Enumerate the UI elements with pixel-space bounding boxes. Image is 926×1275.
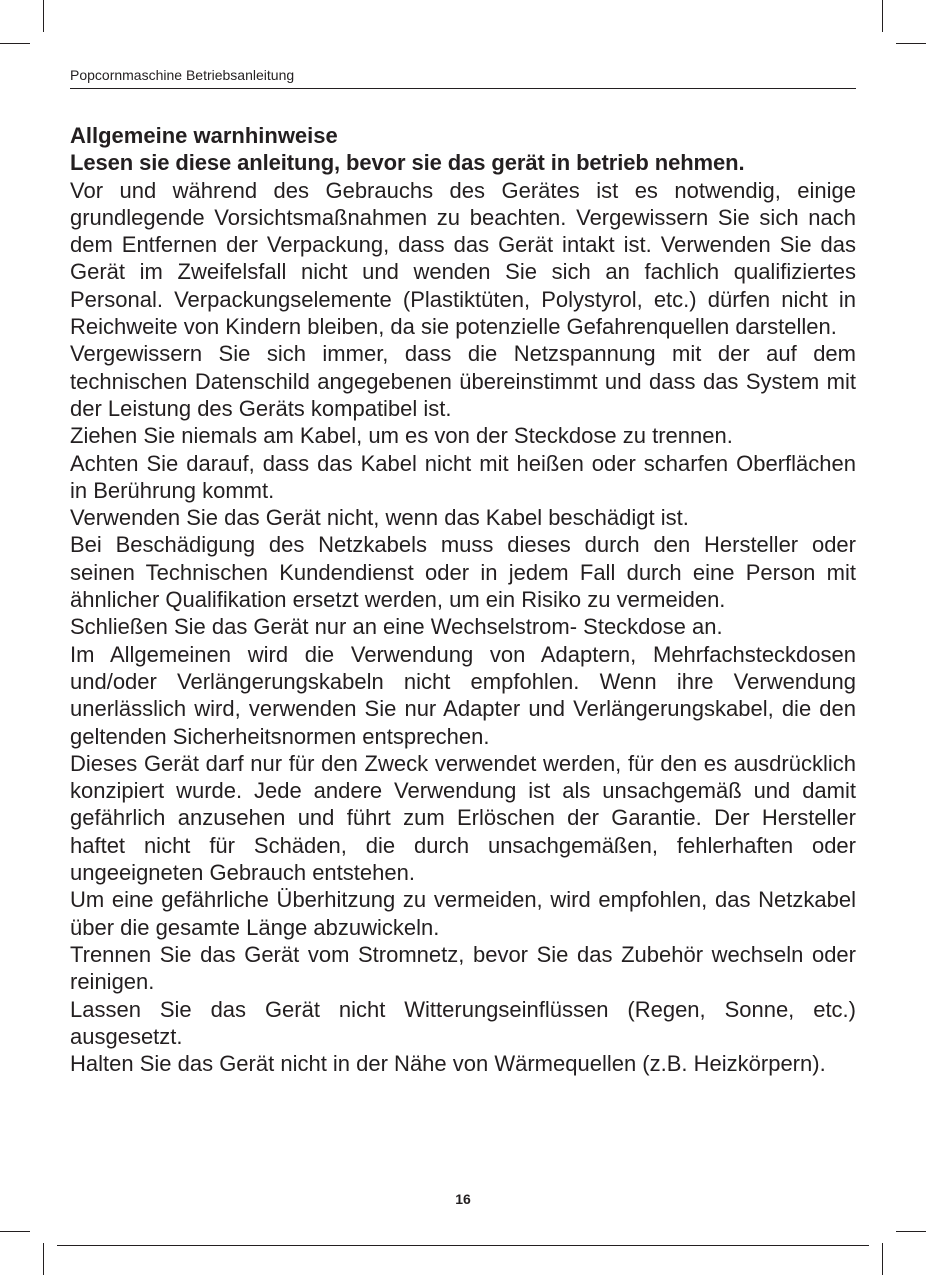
paragraph: Dieses Gerät darf nur für den Zweck verwendet werden, für den es ausdrücklich konzipiert wurde. Jede andere Verwendung ist als unsachgemäß und damit gefährlich anzusehen und führt zum Erlöschen der Garantie. Der Hersteller haftet nicht für Schäden, die durch unsachgemäßen, fehlerhaften oder ungeeigneten Gebrauch entstehen. — [70, 750, 856, 886]
paragraph: Um eine gefährliche Überhitzung zu vermeiden, wird empfohlen, das Netzkabel über die gesamte Länge abzuwickeln. — [70, 887, 856, 940]
crop-mark-bottom-right-horizontal — [896, 1231, 926, 1232]
crop-mark-bottom-left-vertical — [43, 1243, 44, 1275]
paragraph: Halten Sie das Gerät nicht in der Nähe von Wärmequellen (z.B. Heizkörpern). — [70, 1051, 826, 1077]
crop-mark-top-left-horizontal — [0, 43, 30, 44]
crop-mark-bottom-left-horizontal — [0, 1231, 30, 1232]
crop-mark-bottom-right-vertical — [882, 1243, 883, 1275]
paragraph: Verwenden Sie das Gerät nicht, wenn das Kabel beschädigt ist. — [70, 505, 689, 531]
paragraph: Ziehen Sie niemals am Kabel, um es von der Steckdose zu trennen. — [70, 423, 733, 449]
crop-mark-top-right-horizontal — [896, 43, 926, 44]
paragraph: Trennen Sie das Gerät vom Stromnetz, bevor Sie das Zubehör wechseln oder reinigen. — [70, 941, 856, 995]
crop-mark-top-left-vertical — [43, 0, 44, 32]
paragraph: Bei Beschädigung des Netzkabels muss dieses durch den Hersteller oder seinen Technischen Kundendienst oder in jedem Fall durch eine Person mit ähnlicher Qualifikation ersetzt werden, um ein Risiko zu vermeiden. — [70, 532, 856, 613]
section-subheading: Lesen sie diese anleitung, bevor sie das gerät in betrieb nehmen. — [70, 150, 745, 176]
section-heading: Allgemeine warnhinweise — [70, 123, 338, 148]
paragraph: Lassen Sie das Gerät nicht Witterungseinflüssen (Regen, Sonne, etc.) ausgesetzt. — [70, 996, 856, 1049]
paragraph: Achten Sie darauf, dass das Kabel nicht mit heißen oder scharfen Oberflächen in Berührung kommt. — [70, 450, 856, 503]
page-number: 16 — [455, 1191, 471, 1207]
document-body — [70, 122, 856, 1077]
crop-mark-top-right-vertical — [882, 0, 883, 32]
paragraph: Schließen Sie das Gerät nur an eine Wechselstrom- Steckdose an. — [70, 614, 723, 640]
paragraph: Vor und während des Gebrauchs des Gerätes ist es notwendig, einige grundlegende Vorsichtsmaßnahmen zu beachten. Vergewissern Sie sich nach dem Entfernen der Verpackung, dass das Gerät intakt ist. Verwenden Sie das Gerät im Zweifelsfall nicht und wenden Sie sich an fachlich qualifiziertes Personal. Verpackungselemente (Plastiktüten, Polystyrol, etc.) dürfen nicht in Reichweite von Kindern bleiben, da sie potenzielle Gefahrenquellen darstellen. — [70, 177, 856, 340]
footer-divider — [57, 1245, 869, 1246]
running-header: Popcornmaschine Betriebsanleitung — [70, 67, 295, 83]
paragraph: Vergewissern Sie sich immer, dass die Netzspannung mit der auf dem technischen Datenschild angegebenen übereinstimmt und dass das System mit der Leistung des Geräts kompatibel ist. — [70, 341, 856, 421]
paragraph: Im Allgemeinen wird die Verwendung von Adaptern, Mehrfachsteckdosen und/oder Verlängerungskabeln nicht empfohlen. Wenn ihre Verwendung unerlässlich wird, verwenden Sie nur Adapter und Verlängerungskabel, die den geltenden Sicherheitsnormen entsprechen. — [70, 641, 856, 749]
header-divider — [70, 88, 856, 89]
